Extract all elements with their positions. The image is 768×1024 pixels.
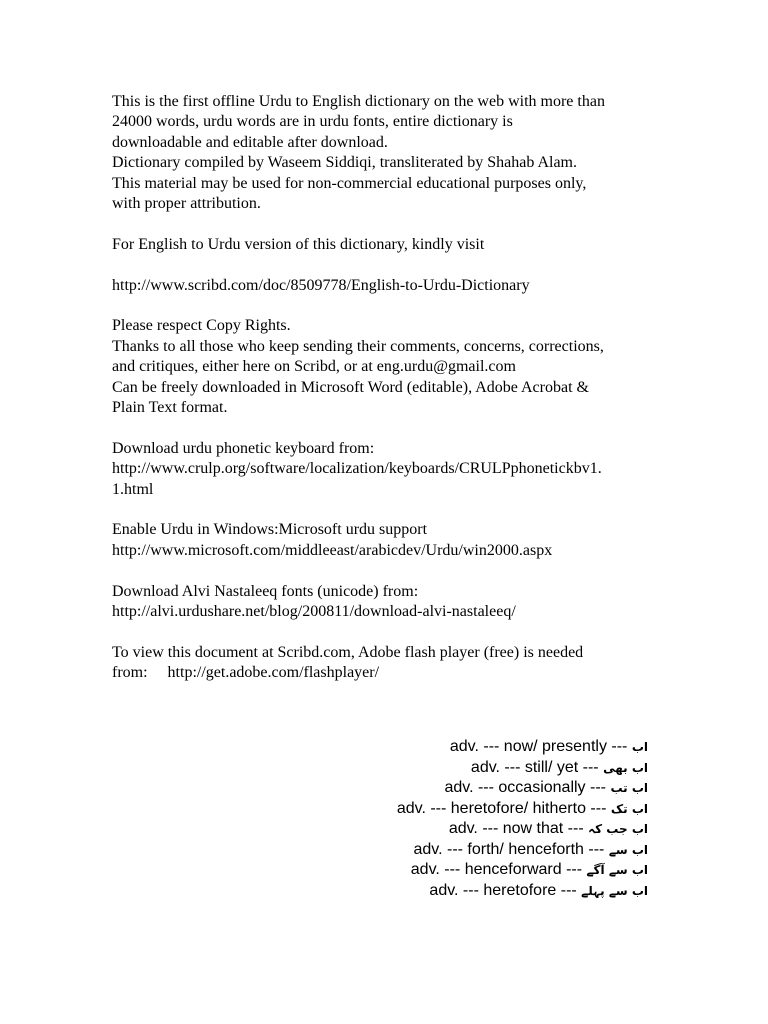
dictionary-entry xyxy=(397,758,648,779)
entry-urdu: اب تب xyxy=(610,781,648,795)
intro-line: with proper attribution. xyxy=(112,195,261,213)
entry-urdu: اب xyxy=(631,740,648,754)
fonts-line: Download Alvi Nastaleeq fonts (unicode) from: xyxy=(112,582,419,600)
entry-english: adv. --- henceforward --- xyxy=(410,861,587,878)
entry-english: adv. --- heretofore --- xyxy=(429,881,582,899)
intro-paragraph xyxy=(112,92,672,214)
document-body xyxy=(112,92,672,704)
intro-line: 24000 words, urdu words are in urdu fonts, entire dictionary is xyxy=(112,113,513,131)
english-to-urdu-note xyxy=(112,235,672,255)
english-to-urdu-url: http://www.scribd.com/doc/8509778/English-to-Urdu-Dictionary xyxy=(112,276,530,294)
entry-english: adv. --- heretofore/ hitherto --- xyxy=(396,799,611,817)
intro-line: Dictionary compiled by Waseem Siddiqi, transliterated by Shahab Alam. xyxy=(112,154,577,172)
keyboard-line: Download urdu phonetic keyboard from: xyxy=(112,439,375,457)
rights-line: Can be freely downloaded in Microsoft Word (editable), Adobe Acrobat & xyxy=(112,378,589,396)
keyboard-paragraph xyxy=(112,439,672,500)
flash-line: To view this document at Scribd.com, Adobe flash player (free) is needed xyxy=(112,643,584,661)
dictionary-entry xyxy=(397,778,648,799)
windows-paragraph xyxy=(112,520,672,561)
keyboard-url-line: http://www.crulp.org/software/localization/keyboards/CRULPphonetickbv1. xyxy=(112,460,602,478)
intro-line: This is the first offline Urdu to English dictionary on the web with more than xyxy=(112,93,605,110)
dictionary-entry xyxy=(397,860,648,881)
windows-url-line: http://www.microsoft.com/middleeast/arabicdev/Urdu/win2000.aspx xyxy=(112,541,553,559)
dictionary-entry xyxy=(397,881,648,902)
entry-urdu: اب تک xyxy=(610,801,648,816)
dictionary-entry xyxy=(397,840,648,861)
entry-english: adv. --- now that --- xyxy=(448,820,589,837)
entry-urdu: اب سے xyxy=(608,842,648,857)
entry-english: adv. --- forth/ henceforth --- xyxy=(413,840,609,858)
rights-line: and critiques, either here on Scribd, or at eng.urdu@gmail.com xyxy=(112,358,516,376)
flash-url-line: from: http://get.adobe.com/flashplayer/ xyxy=(112,664,380,682)
entry-urdu: اب جب کہ xyxy=(588,822,648,836)
keyboard-url-line: 1.html xyxy=(112,480,154,498)
intro-line: This material may be used for non-commercial educational purposes only, xyxy=(112,174,587,192)
windows-line: Enable Urdu in Windows:Microsoft urdu support xyxy=(112,521,428,539)
intro-line: downloadable and editable after download. xyxy=(112,133,388,151)
rights-line: Thanks to all those who keep sending their comments, concerns, corrections, xyxy=(112,337,604,355)
entry-english: adv. --- now/ presently --- xyxy=(449,738,632,755)
rights-paragraph xyxy=(112,316,672,418)
rights-line: Please respect Copy Rights. xyxy=(112,317,291,335)
entry-urdu: اب سے آگے xyxy=(586,863,648,877)
rights-line: Plain Text format. xyxy=(112,399,228,417)
english-to-urdu-link xyxy=(112,276,672,296)
english-to-urdu-note-text: For English to Urdu version of this dictionary, kindly visit xyxy=(112,235,485,253)
entry-urdu: اب بھی xyxy=(603,760,648,775)
fonts-paragraph xyxy=(112,582,672,623)
dictionary-entry xyxy=(397,799,648,820)
entry-english: adv. --- occasionally --- xyxy=(444,779,611,796)
dictionary-entries xyxy=(397,737,648,901)
fonts-url-line: http://alvi.urdushare.net/blog/200811/download-alvi-nastaleeq/ xyxy=(112,603,516,621)
flash-paragraph xyxy=(112,643,672,684)
dictionary-entry xyxy=(397,737,648,758)
dictionary-entry xyxy=(397,819,648,840)
entry-english: adv. --- still/ yet --- xyxy=(470,758,604,776)
entry-urdu: اب سے پہلے xyxy=(581,883,648,898)
